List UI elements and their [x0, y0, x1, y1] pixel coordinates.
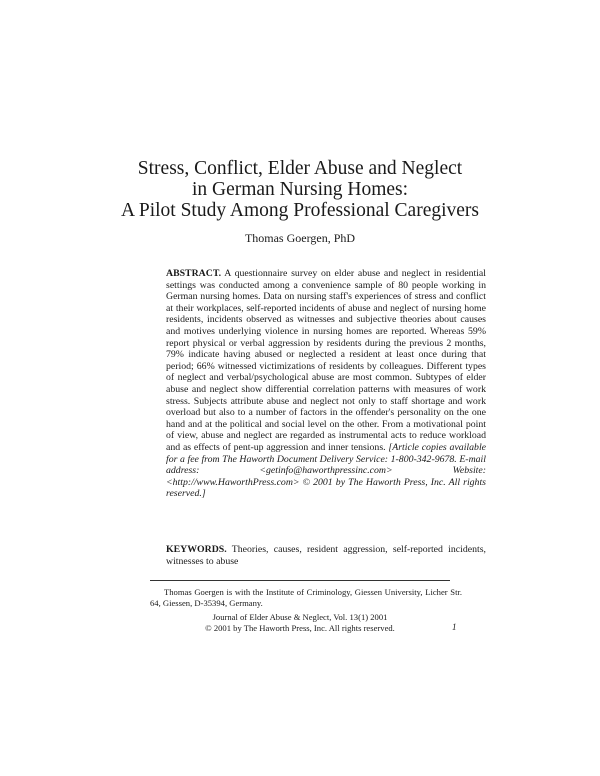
- keywords-body: Theories, causes, resident aggression, self-reported incidents, witnesses to abuse: [166, 544, 486, 567]
- keywords: [166, 544, 486, 567]
- keywords-label: KEYWORDS.: [166, 544, 227, 555]
- journal-citation: Journal of Elder Abuse & Neglect, Vol. 13(1) 2001: [212, 612, 388, 622]
- title-line-1: Stress, Conflict, Elder Abuse and Neglect: [137, 158, 463, 179]
- title-line-2: in German Nursing Homes:: [191, 179, 409, 200]
- abstract-label: ABSTRACT.: [166, 268, 222, 279]
- page-number: 1: [452, 622, 457, 632]
- paper-title: [0, 158, 600, 221]
- journal-info: [150, 612, 450, 633]
- journal-copyright: © 2001 by The Haworth Press, Inc. All rights reserved.: [205, 622, 395, 633]
- abstract: [166, 268, 486, 500]
- author-name: Thomas Goergen, PhD: [244, 231, 356, 245]
- author-affiliation-footnote: Thomas Goergen is with the Institute of Criminology, Giessen University, Licher Str. 64, Giessen, D-35394, Germany.: [150, 587, 462, 608]
- footnote-divider: [150, 580, 450, 581]
- title-line-3: A Pilot Study Among Professional Caregivers: [120, 200, 480, 221]
- article-copies-note: [Article copies available for a fee from The Haworth Document Delivery Service: 1-800-342-9678. E-mail address: <getinfo@haworthpressinc.com> Website: <http://www.HaworthPress.com> © 2001 by The Haworth Press, Inc. All rights reserved.]: [166, 441, 487, 500]
- abstract-body: A questionnaire survey on elder abuse and neglect in residential settings was conducted among a convenience sample of 80 people working in German nursing homes. Data on nursing staff's experiences of stress and conflict at their workplaces, self-reported incidents of abuse and neglect of nursing home residents, incidents observed as witnesses and subjective theories about causes and motives underlying violence in nursing homes are reported. Whereas 59% report physical or verbal aggression by residents during the previous 2 months, 79% indicate having abused or neglected a resident at least once during that period; 66% witnessed victimizations of residents by colleagues. Different types of neglect and verbal/psychological abuse are most common. Subtypes of elder abuse and neglect show differential correlation patterns with measures of work stress. Subjects attribute abuse and neglect not only to staff shortage and work overload but also to a number of factors in the offender's personality on the one hand and at the political and social level on the other. From a motivational point of view, abuse and neglect are regarded as instrumental acts to reduce workload and as effects of pent-up aggression and inner tensions.: [166, 268, 486, 453]
